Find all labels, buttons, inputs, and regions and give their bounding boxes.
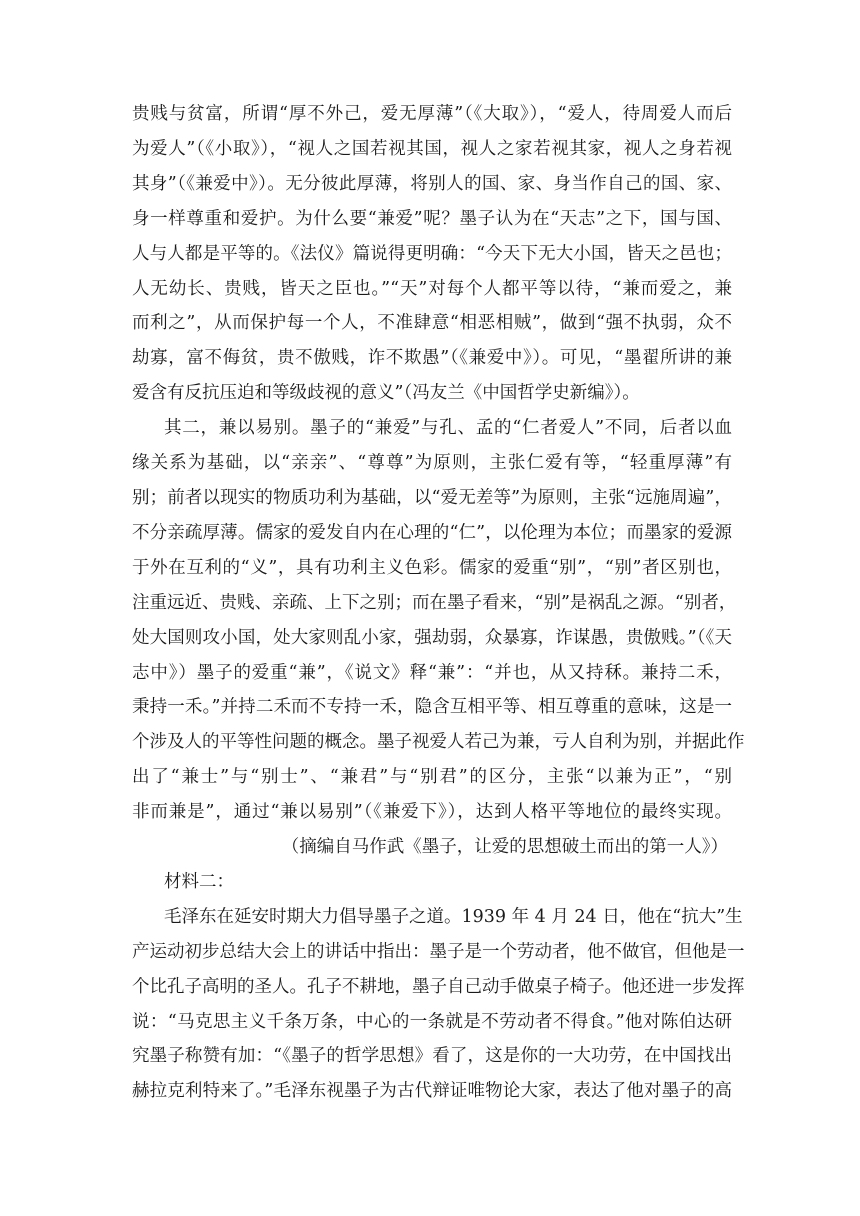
text-line: 而利之”，从而保护每一个人，不准肆意“相恶相贼”，做到“强不执弱，众不 (132, 313, 732, 334)
text-line: 人无幼长、贵贱，皆天之臣也。”“天”对每个人都平等以待，“兼而爱之，兼 (132, 278, 732, 299)
text-line: 究墨子称赞有加：“《墨子的哲学思想》看了，这是你的一大功劳，在中国找出 (132, 1046, 732, 1067)
text-line: 志中》）墨子的爱重“兼”，《说文》释“兼”：“并也，从又持秝。兼持二禾， (132, 662, 732, 683)
text-line: 贵贱与贫富，所谓“厚不外己，爱无厚薄”（《大取》），“爱人，待周爱人而后 (132, 104, 732, 124)
material-two-heading (132, 865, 732, 900)
text-line: 毛泽东在延安时期大力倡导墨子之道。1939 年 4 月 24 日，他在“抗大”生 (164, 906, 743, 927)
text-line: 为爱人”（《小取》），“视人之国若视其国，视人之家若视其家，视人之身若视 (132, 138, 732, 159)
text-line: 人与人都是平等的。《法仪》篇说得更明确：“今天下无大小国，皆天之邑也； (132, 243, 732, 264)
text-line: 缘关系为基础，以“亲亲”、“尊尊”为原则，主张仁爱有等，“轻重厚薄”有 (132, 453, 732, 474)
paragraph-continued (132, 97, 732, 411)
text-line: 说：“马克思主义千条万条，中心的一条就是不劳动者不得食。”他对陈伯达研 (132, 1011, 732, 1032)
text-line: 个涉及人的平等性问题的概念。墨子视爱人若己为兼，亏人自利为别，并据此作 (132, 732, 745, 753)
text-line: 产运动初步总结大会上的讲话中指出：墨子是一个劳动者，他不做官，但他是一 (132, 941, 745, 962)
text-line: 爱含有反抗压迫和等级歧视的意义”（冯友兰《中国哲学史新编》）。 (132, 383, 640, 404)
text-line: 身一样尊重和爱护。为什么要“兼爱”呢？墨子认为在“天志”之下，国与国、 (132, 208, 732, 229)
text-line: 其二，兼以易别。墨子的“兼爱”与孔、孟的“仁者爱人”不同，后者以血 (164, 418, 732, 439)
paragraph-material-two (132, 900, 745, 1109)
text-line: 别；前者以现实的物质功利为基础，以“爱无差等”为原则，主张“远施周遍”， (132, 487, 732, 508)
document-body (132, 97, 745, 1109)
text-line: 其身”（《兼爱中》）。无分彼此厚薄，将别人的国、家、身当作自己的国、家、 (132, 173, 732, 194)
text-line: 秉持一禾。”并持二禾而不专持一禾，隐含互相平等、相互尊重的意味，这是一 (132, 697, 732, 718)
text-line: 处大国则攻小国，处大家则乱小家，强劫弱，众暴寡，诈谋愚，贵傲贱。”（《天 (132, 627, 732, 648)
text-line: 出了“兼士”与“别士”、“兼君”与“别君”的区分，主张“以兼为正”，“别 (132, 767, 732, 788)
text-line: 个比孔子高明的圣人。孔子不耕地，墨子自己动手做桌子椅子。他还进一步发挥 (132, 976, 745, 997)
source-citation (132, 830, 732, 865)
text-line: 赫拉克利特来了。”毛泽东视墨子为古代辩证唯物论大家，表达了他对墨子的高 (132, 1081, 732, 1102)
text-line: 注重远近、贵贱、亲疏、上下之别；而在墨子看来，“别”是祸乱之源。“别者， (132, 592, 737, 613)
section-heading: 材料二： (164, 871, 234, 892)
paragraph-second-point (132, 411, 745, 830)
source-note: （摘编自马作武《墨子，让爱的思想破土而出的第一人》） (281, 837, 728, 858)
text-line: 于外在互利的“义”，具有功利主义色彩。儒家的爱重“别”，“别”者区别也， (132, 557, 732, 578)
text-line: 非而兼是”，通过“兼以易别”（《兼爱下》），达到人格平等地位的最终实现。 (132, 802, 732, 823)
text-line: 不分亲疏厚薄。儒家的爱发自内在心理的“仁”，以伦理为本位；而墨家的爱源 (132, 522, 732, 543)
text-line: 劫寡，富不侮贫，贵不傲贱，诈不欺愚”（《兼爱中》）。可见，“墨翟所讲的兼 (132, 348, 732, 369)
